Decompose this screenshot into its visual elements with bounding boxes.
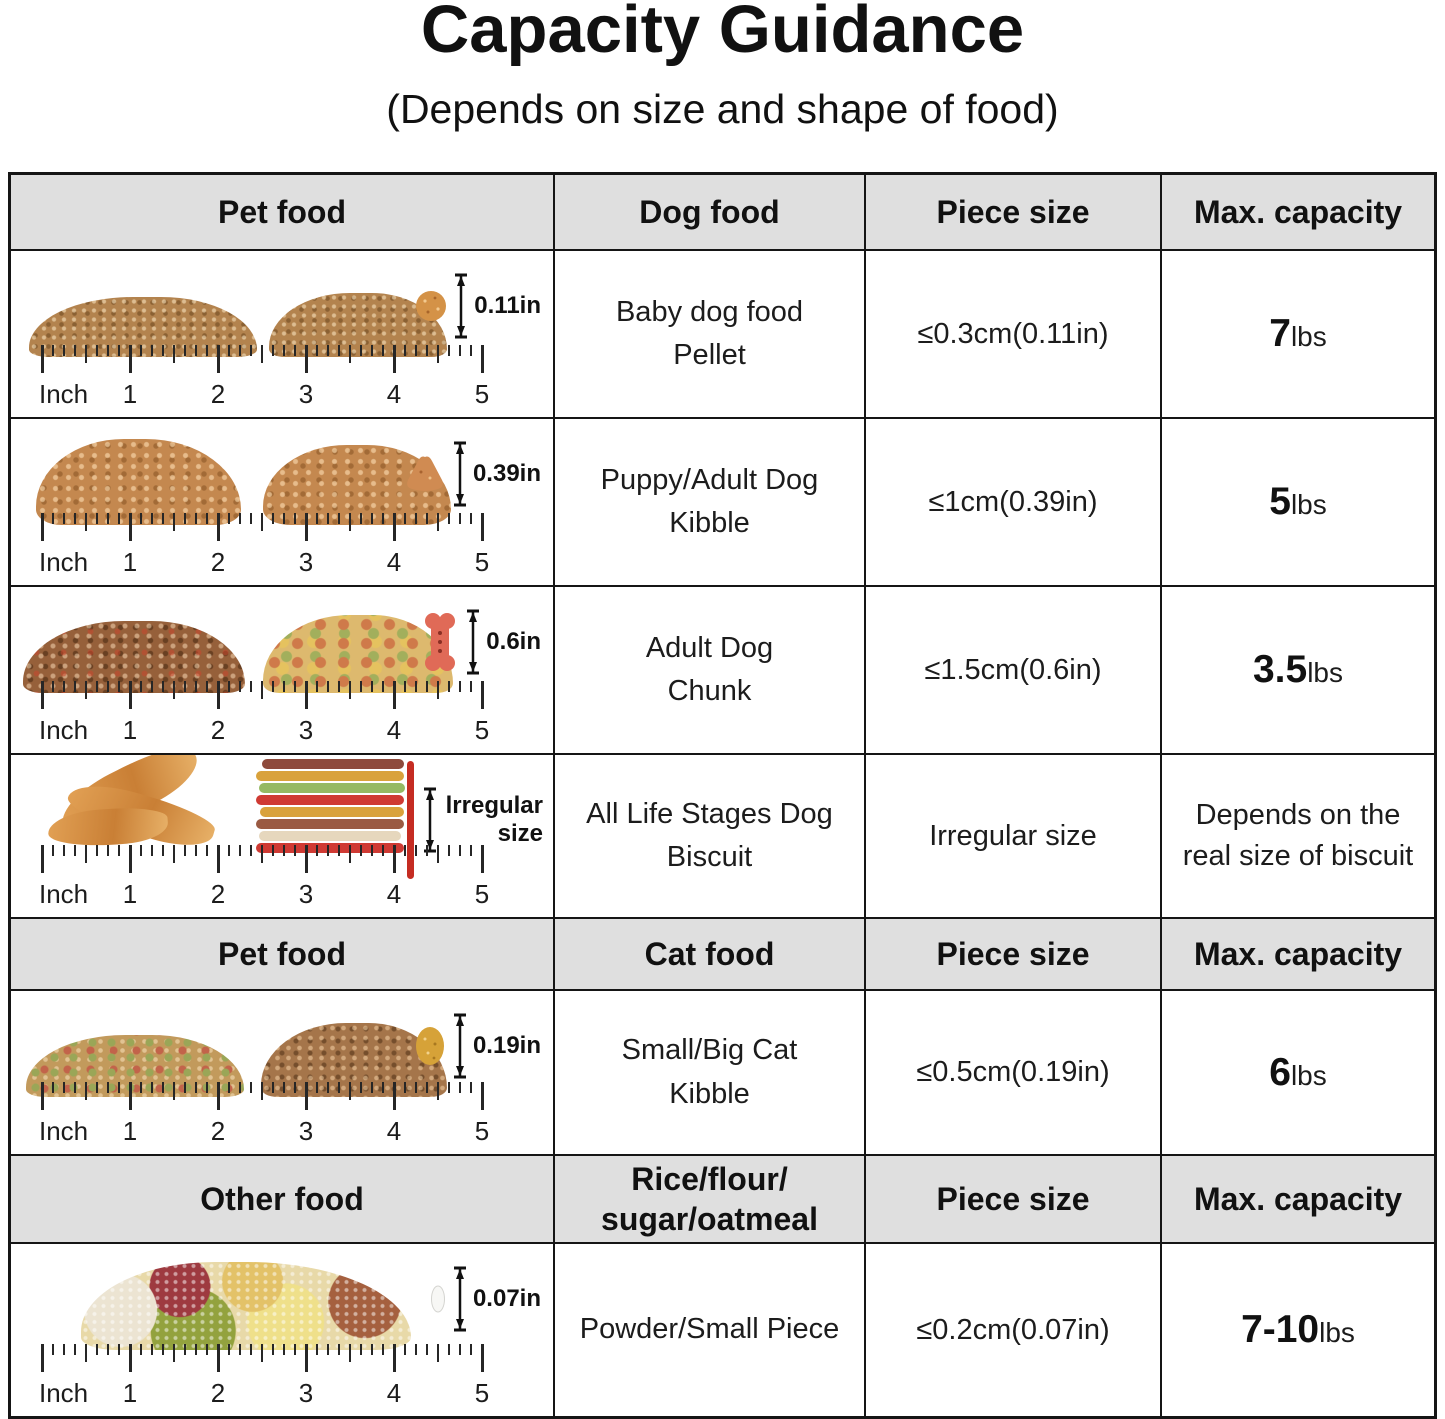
food-photo-cell-pellet: [11, 251, 555, 419]
grain-icon: [429, 1284, 447, 1314]
food-photo-cell-chunk: [11, 587, 555, 755]
measure-arrow-icon: [452, 1013, 468, 1079]
ruler-labels: Inch 1 2 3 4 5: [39, 1378, 490, 1408]
max-capacity-value: 3.5 lbs: [1162, 587, 1434, 755]
max-capacity-value: 7 lbs: [1162, 251, 1434, 419]
page-title: Capacity Guidance: [420, 0, 1025, 67]
measure-arrow-icon: [452, 1266, 468, 1332]
cat-kibble-icon: [413, 1024, 447, 1068]
piece-measurement-label: 0.19in: [472, 1032, 541, 1059]
ruler-labels: Inch 1 2 3 4 5: [39, 879, 490, 909]
grain-bean-pile: [81, 1262, 411, 1350]
ruler-labels: Inch 1 2 3 4 5: [39, 1116, 490, 1146]
piece-size-value: ≤1.5cm(0.6in): [866, 587, 1162, 755]
food-name: Adult Dog Chunk: [555, 587, 866, 755]
food-photo-cell-grains: [11, 1244, 555, 1416]
food-name: Powder/Small Piece: [555, 1244, 866, 1416]
food-name: Small/Big Cat Kibble: [555, 991, 866, 1156]
capacity-table: [8, 172, 1437, 1419]
max-capacity-note: Depends on the real size of biscuit: [1162, 755, 1434, 919]
inch-ruler: [41, 345, 487, 373]
ruler-labels: Inch 1 2 3 4 5: [39, 379, 490, 409]
food-photo-cell-cat-kibble: [11, 991, 555, 1156]
piece-size-value: ≤1cm(0.39in): [866, 419, 1162, 587]
piece-size-value: ≤0.2cm(0.07in): [866, 1244, 1162, 1416]
food-photo-cell-kibble: [11, 419, 555, 587]
header-other-food: Other food: [11, 1156, 555, 1244]
max-capacity-value: 7-10 lbs: [1241, 1308, 1355, 1351]
max-capacity-value: 5 lbs: [1162, 419, 1434, 587]
header-piece-size-2: Piece size: [866, 919, 1162, 991]
inch-ruler: [41, 1344, 487, 1372]
header-piece-size-1: Piece size: [866, 175, 1162, 251]
food-photo-cell-biscuit: [11, 755, 555, 919]
piece-measurement-label: 0.39in: [472, 460, 541, 487]
measure-arrow-icon: [465, 609, 481, 675]
treat-stick-stack: [256, 759, 406, 855]
pellet-icon: [414, 289, 448, 323]
piece-measurement-label: 0.6in: [486, 628, 541, 655]
header-cat-food: Cat food: [555, 919, 866, 991]
inch-ruler: [41, 1082, 487, 1110]
food-name: Puppy/Adult Dog Kibble: [555, 419, 866, 587]
food-name: All Life Stages Dog Biscuit: [555, 755, 866, 919]
measure-arrow-icon: [422, 787, 438, 853]
piece-size-value: ≤0.3cm(0.11in): [866, 251, 1162, 419]
header-piece-size-3: Piece size: [866, 1156, 1162, 1244]
ruler-labels: Inch 1 2 3 4 5: [39, 715, 490, 745]
header-dog-food: Dog food: [555, 175, 866, 251]
piece-size-value: ≤0.5cm(0.19in): [866, 991, 1162, 1156]
header-max-capacity-3: Max. capacity: [1162, 1156, 1434, 1244]
header-rice-flour: Rice/flour/ sugar/oatmeal: [555, 1156, 866, 1244]
food-name: Baby dog food Pellet: [555, 251, 866, 419]
inch-ruler: [41, 845, 487, 873]
piece-size-value: Irregular size: [866, 755, 1162, 919]
measure-arrow-icon: [453, 273, 469, 339]
header-max-capacity-1: Max. capacity: [1162, 175, 1434, 251]
inch-ruler: [41, 513, 487, 541]
ruler-labels: Inch 1 2 3 4 5: [39, 547, 490, 577]
header-pet-food-1: Pet food: [11, 175, 555, 251]
header-max-capacity-2: Max. capacity: [1162, 919, 1434, 991]
page-subtitle: (Depends on size and shape of food): [386, 86, 1059, 132]
piece-measurement-label: lrregular size: [445, 792, 543, 847]
measure-arrow-icon: [452, 441, 468, 507]
max-capacity-value: 6 lbs: [1162, 991, 1434, 1156]
bone-treat-icon: [420, 611, 460, 673]
header-pet-food-2: Pet food: [11, 919, 555, 991]
kibble-icon: [403, 454, 447, 494]
piece-measurement-label: 0.11in: [474, 292, 541, 319]
jerky-strips: [46, 757, 226, 855]
piece-measurement-label: 0.07in: [472, 1285, 541, 1312]
inch-ruler: [41, 681, 487, 709]
